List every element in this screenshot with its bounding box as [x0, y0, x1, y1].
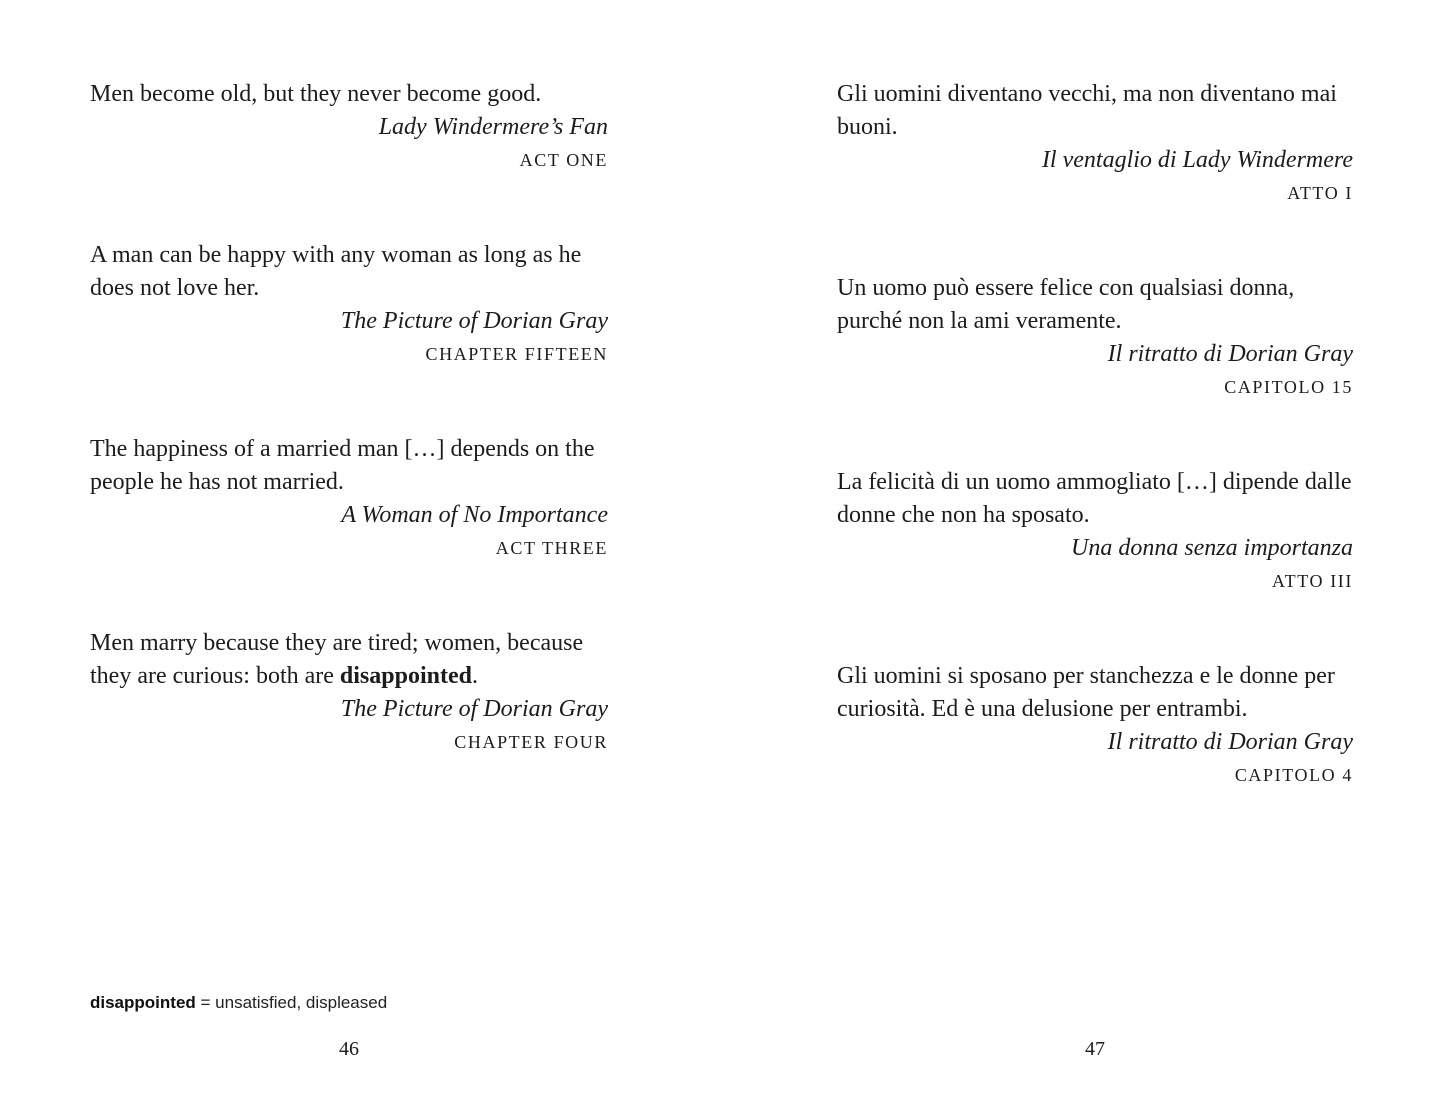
quote-block — [837, 466, 1353, 598]
quote-text — [90, 627, 608, 693]
glossed-word: disappointed — [339, 663, 472, 689]
quote-text-segment: . — [471, 663, 478, 689]
quote-text: Gli uomini si sposano per stanchezza e le donne per curiosità. Ed è una delusione per entrambi. — [837, 663, 1335, 722]
page-number-left: 46 — [339, 1038, 359, 1060]
quote-block — [90, 78, 608, 177]
footnote — [90, 993, 387, 1013]
page-left-english — [90, 78, 608, 821]
quote-source-title: Il ventaglio di Lady Windermere — [1041, 147, 1353, 173]
quote-block — [90, 433, 608, 565]
page-number-right: 47 — [1085, 1038, 1105, 1060]
page-right-italian — [837, 78, 1353, 854]
quote-reference: ACT ONE — [519, 150, 608, 170]
quote-text: Men become old, but they never become good. — [90, 81, 542, 107]
quote-source-title: Una donna senza importanza — [1070, 535, 1353, 561]
quote-text: The happiness of a married man […] depends on the people he has not married. — [90, 436, 595, 495]
quote-block — [837, 272, 1353, 404]
quote-source-title: Il ritratto di Dorian Gray — [1107, 729, 1353, 755]
quote-text: Un uomo può essere felice con qualsiasi donna, purché non la ami veramente. — [837, 275, 1295, 334]
quote-block — [90, 627, 608, 759]
quote-source-title: Lady Windermere’s Fan — [378, 114, 608, 140]
quote-source-title: The Picture of Dorian Gray — [340, 696, 608, 722]
quote-reference: CHAPTER FIFTEEN — [425, 344, 608, 364]
quote-reference: CHAPTER FOUR — [454, 732, 608, 752]
quote-block — [837, 660, 1353, 792]
quote-reference: CAPITOLO 4 — [1234, 765, 1353, 785]
quote-text: Gli uomini diventano vecchi, ma non diventano mai buoni. — [837, 81, 1337, 140]
quote-source-title: The Picture of Dorian Gray — [340, 308, 608, 334]
quote-reference: ATTO I — [1287, 183, 1353, 203]
quote-block — [90, 239, 608, 371]
quote-source-title: Il ritratto di Dorian Gray — [1107, 341, 1353, 367]
quote-reference: ATTO III — [1272, 571, 1353, 591]
quote-text: A man can be happy with any woman as long as he does not love her. — [90, 242, 582, 301]
footnote-term: disappointed — [90, 993, 196, 1012]
quote-block — [837, 78, 1353, 210]
quote-text: La felicità di un uomo ammogliato […] dipende dalle donne che non ha sposato. — [837, 469, 1352, 528]
footnote-definition: = unsatisfied, displeased — [200, 993, 388, 1012]
quote-text-segment: Men marry because they are tired; women, because they are curious: both are — [90, 630, 584, 689]
quote-reference: ACT THREE — [495, 538, 608, 558]
quote-source-title: A Woman of No Importance — [341, 502, 608, 528]
quote-reference: CAPITOLO 15 — [1224, 377, 1353, 397]
